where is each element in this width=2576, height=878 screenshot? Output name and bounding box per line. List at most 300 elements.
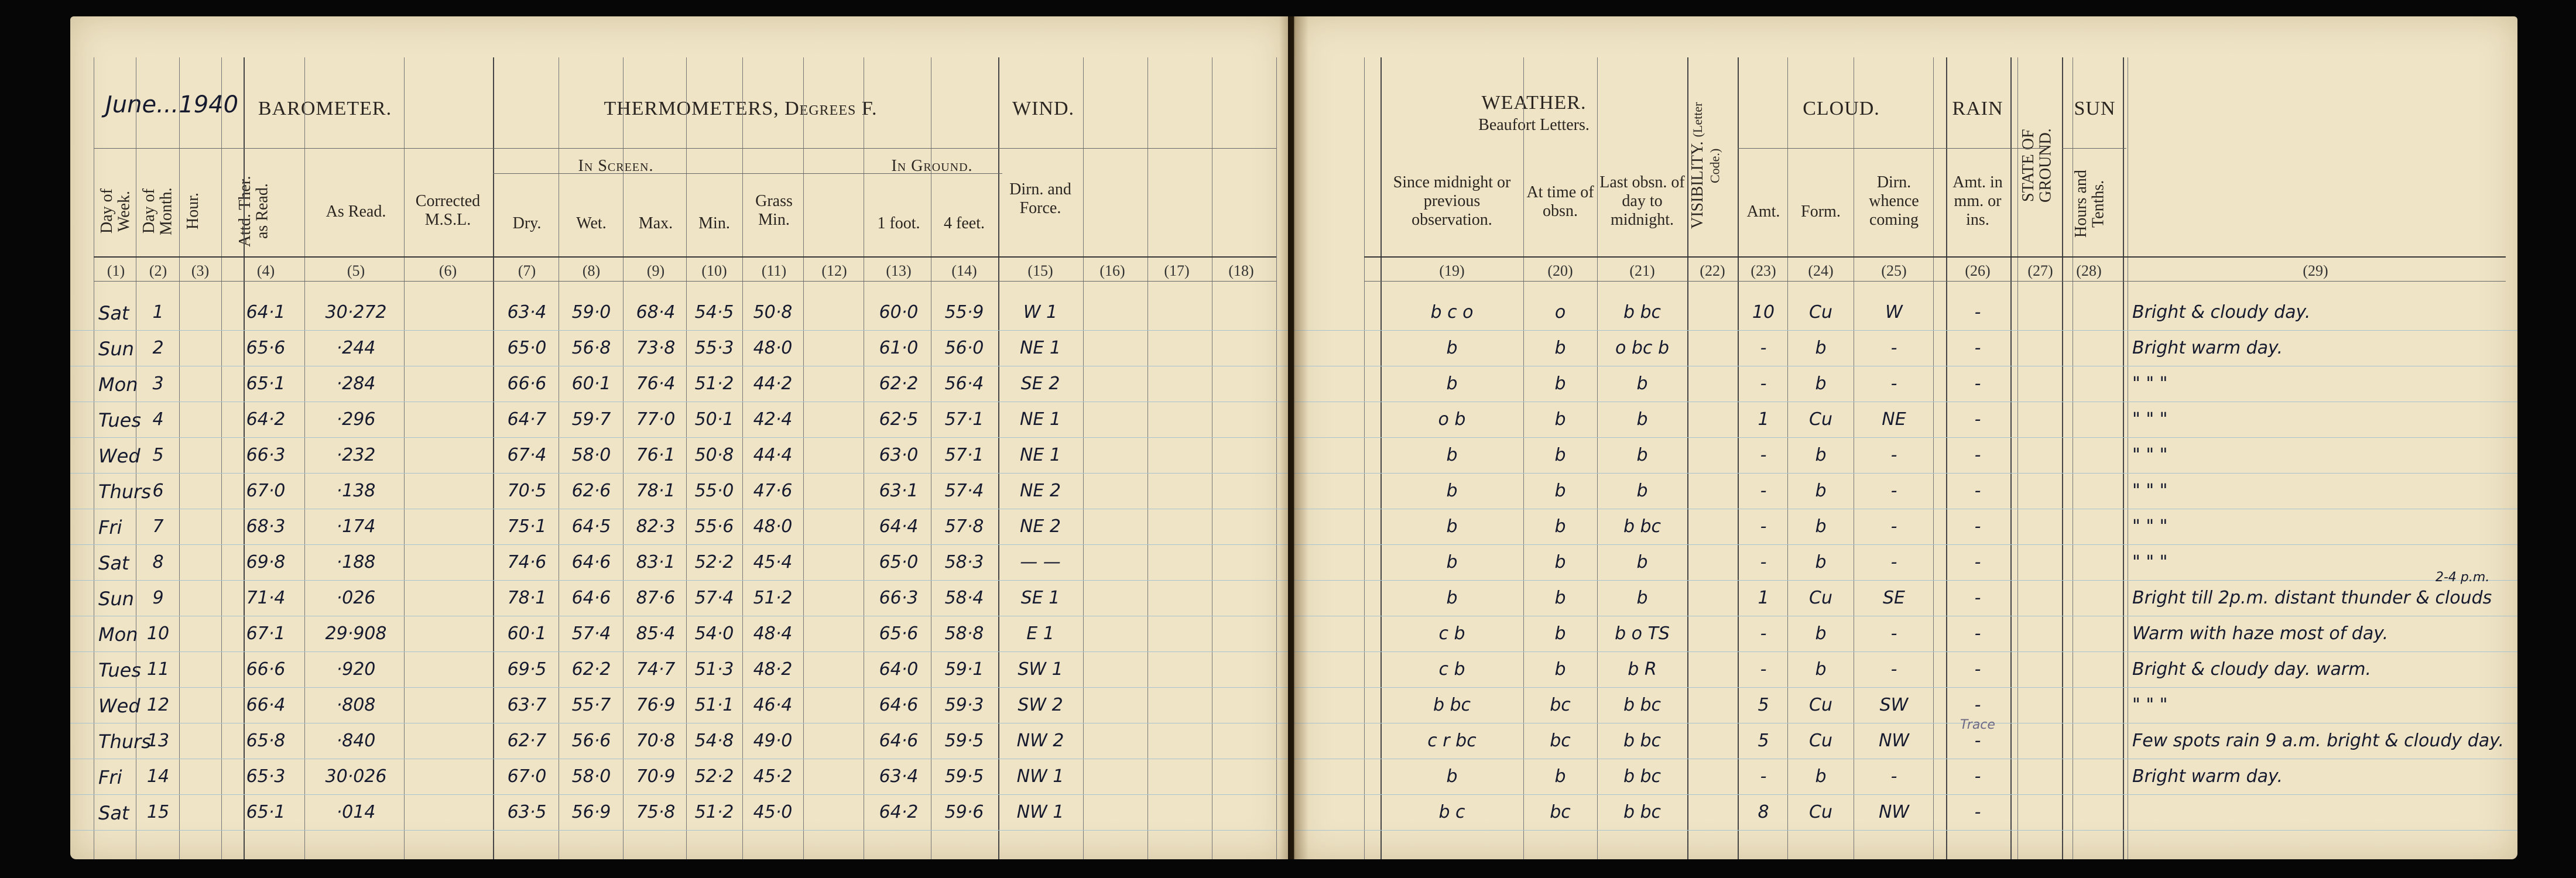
col-one-foot: 1 foot.	[877, 214, 920, 232]
colnum: (12)	[821, 262, 847, 279]
cell-since: b	[1446, 588, 1458, 608]
cell-remark: Bright & cloudy day.	[2132, 302, 2311, 323]
cell-last: b bc	[1623, 802, 1662, 822]
col-dirn-whence: Dirn. whence coming	[1869, 173, 1919, 229]
cell-last: b bc	[1623, 695, 1662, 715]
ruled-line	[1294, 580, 2517, 581]
cell-attd: 67·1	[246, 623, 286, 644]
cell-dry: 63·4	[507, 302, 547, 323]
col-four-feet: 4 feet.	[944, 214, 985, 232]
cell-dirn: SE	[1883, 588, 1905, 608]
ruled-line	[70, 794, 1288, 795]
col-corrected: Corrected M.S.L.	[415, 192, 481, 229]
cell-remark: Bright warm day.	[2132, 338, 2283, 358]
cell-g4: 57·1	[944, 409, 984, 430]
ruled-line	[1294, 651, 2517, 652]
month-year: June...1940	[105, 91, 239, 118]
weather-heading: WEATHER.	[1481, 92, 1587, 114]
cell-dom: 15	[146, 802, 170, 822]
colnum: (27)	[2027, 262, 2053, 279]
cell-dow: Mon	[98, 623, 138, 646]
cell-dry: 75·1	[507, 516, 547, 537]
cell-form: b	[1815, 623, 1827, 644]
col-last-obsn: Last obsn. of day to midnight.	[1599, 173, 1685, 229]
cell-baro: ·014	[336, 802, 376, 822]
cell-rain: -	[1974, 409, 1981, 430]
cell-wind: SE 2	[1020, 373, 1060, 394]
cell-dry: 67·4	[507, 445, 547, 465]
colnum: (8)	[582, 262, 601, 279]
cell-dom: 14	[146, 766, 170, 787]
cell-attd: 64·1	[246, 302, 286, 323]
colnum: (25)	[1881, 262, 1907, 279]
cell-g4: 59·1	[944, 659, 984, 680]
cell-amt: -	[1760, 481, 1767, 501]
cell-g1: 62·2	[879, 373, 919, 394]
cell-min: 55·0	[694, 481, 734, 501]
cell-wet: 64·6	[571, 552, 611, 572]
cell-dow: Mon	[98, 373, 138, 396]
cell-form: b	[1815, 481, 1827, 501]
cell-min: 50·8	[694, 445, 734, 465]
cell-wet: 57·4	[571, 623, 611, 644]
cell-rain: -	[1974, 623, 1981, 644]
cell-remark: " " "	[2132, 695, 2168, 715]
colnum: (9)	[646, 262, 665, 279]
beaufort-heading: Beaufort Letters.	[1478, 116, 1590, 134]
remark-note: 2-4 p.m.	[2435, 570, 2490, 585]
cell-remark: Few spots rain 9 a.m. bright & cloudy day.	[2132, 730, 2505, 751]
col-as-read: As Read.	[326, 203, 386, 221]
col-hour: Hour.	[184, 193, 202, 230]
cell-max: 70·8	[636, 730, 676, 751]
cell-dirn: -	[1890, 481, 1897, 501]
cell-since: b c o	[1430, 302, 1474, 323]
cell-g1: 64·6	[879, 730, 919, 751]
cell-dom: 9	[152, 588, 164, 608]
colnum: (23)	[1751, 262, 1776, 279]
header-rule	[1364, 281, 2506, 282]
right-page	[1294, 16, 2517, 859]
cell-wet: 56·6	[571, 730, 611, 751]
cell-since: b	[1446, 552, 1458, 572]
cell-min: 52·2	[694, 552, 734, 572]
cell-remark: Bright warm day.	[2132, 766, 2283, 787]
cell-dirn: SW	[1879, 695, 1909, 715]
cell-since: c b	[1438, 623, 1465, 644]
colnum: (5)	[347, 262, 365, 279]
colnum: (17)	[1164, 262, 1190, 279]
cell-dirn: -	[1890, 445, 1897, 465]
colnum: (10)	[701, 262, 727, 279]
col-cloud-amt: Amt.	[1746, 203, 1780, 221]
cell-dirn: -	[1890, 659, 1897, 680]
cell-g1: 64·6	[879, 695, 919, 715]
cell-dry: 74·6	[507, 552, 547, 572]
cell-last: b	[1636, 445, 1648, 465]
cell-g4: 59·5	[944, 766, 984, 787]
cell-min: 52·2	[694, 766, 734, 787]
cell-grass: 45·0	[753, 802, 793, 822]
cell-rain: -	[1974, 302, 1981, 323]
col-rain-amt: Amt. in mm. or ins.	[1952, 173, 2003, 229]
open-logbook	[70, 16, 2517, 859]
column-rule	[1946, 57, 1947, 859]
cell-max: 76·1	[636, 445, 676, 465]
header-rule	[1738, 148, 2048, 149]
cell-rain: -	[1974, 373, 1981, 394]
cell-wind: NE 1	[1019, 445, 1061, 465]
cell-dom: 3	[152, 373, 164, 394]
cell-attd: 65·3	[246, 766, 286, 787]
cell-attd: 65·1	[246, 373, 286, 394]
cell-g1: 61·0	[879, 338, 919, 358]
column-rule	[493, 57, 494, 859]
cell-attd: 67·0	[246, 481, 286, 501]
col-hours-tenths: Hours and Tenths.	[2072, 170, 2108, 238]
colnum: (22)	[1700, 262, 1725, 279]
cell-dom: 7	[152, 516, 164, 537]
cell-at: bc	[1550, 695, 1571, 715]
col-max: Max.	[638, 214, 673, 232]
cell-wet: 58·0	[571, 445, 611, 465]
colnum: (26)	[1965, 262, 1991, 279]
cell-dow: Sat	[98, 552, 129, 574]
cell-dry: 66·6	[507, 373, 547, 394]
cell-min: 57·4	[694, 588, 734, 608]
column-rule	[1276, 57, 1277, 859]
cell-wind: SW 1	[1018, 659, 1063, 680]
colnum: (13)	[886, 262, 912, 279]
cell-amt: 1	[1758, 409, 1769, 430]
cell-dow: Sun	[98, 588, 134, 610]
cell-dow: Wed	[98, 445, 141, 467]
cell-dirn: -	[1890, 338, 1897, 358]
cell-g1: 60·0	[879, 302, 919, 323]
column-rule	[1147, 57, 1148, 859]
cell-form: b	[1815, 373, 1827, 394]
cell-form: b	[1815, 659, 1827, 680]
col-min: Min.	[698, 214, 730, 232]
column-rule	[686, 57, 687, 859]
cell-wind: — —	[1020, 552, 1061, 572]
colnum: (6)	[439, 262, 457, 279]
cell-since: c r bc	[1427, 730, 1477, 751]
cell-dow: Sat	[98, 802, 129, 824]
cell-wet: 64·6	[571, 588, 611, 608]
cell-dirn: NW	[1878, 730, 1910, 751]
ruled-line	[1294, 830, 2517, 831]
cell-since: b	[1446, 338, 1458, 358]
cell-grass: 44·4	[753, 445, 793, 465]
cell-dry: 65·0	[507, 338, 547, 358]
col-dry: Dry.	[512, 214, 542, 232]
cell-dom: 8	[152, 552, 164, 572]
cell-max: 75·8	[636, 802, 676, 822]
cell-amt: -	[1760, 373, 1767, 394]
column-rule	[1523, 57, 1524, 859]
cell-dom: 5	[152, 445, 164, 465]
ruled-line	[70, 830, 1288, 831]
column-rule	[2017, 57, 2018, 859]
cell-dom: 13	[146, 730, 170, 751]
cell-last: b	[1636, 552, 1648, 572]
cell-min: 51·1	[694, 695, 734, 715]
cell-dom: 1	[152, 302, 164, 323]
cell-last: b	[1636, 588, 1648, 608]
cell-amt: -	[1760, 516, 1767, 537]
cell-g1: 63·0	[879, 445, 919, 465]
cell-wind: W 1	[1023, 302, 1058, 323]
cell-g1: 64·2	[879, 802, 919, 822]
column-rule	[1787, 57, 1788, 859]
cell-remark: Bright till 2p.m. distant thunder & clouds	[2132, 588, 2492, 608]
cell-baro: ·138	[336, 481, 376, 501]
cell-at: b	[1554, 338, 1566, 358]
ruled-line	[1294, 794, 2517, 795]
cell-dow: Fri	[98, 516, 122, 539]
cell-dry: 63·5	[507, 802, 547, 822]
cell-remark: " " "	[2132, 373, 2168, 394]
cell-dry: 70·5	[507, 481, 547, 501]
cell-wind: SE 1	[1020, 588, 1060, 608]
in-ground-heading: In Ground.	[891, 157, 973, 175]
cell-baro: 30·272	[325, 302, 387, 323]
ruled-line	[70, 437, 1288, 438]
cell-at: b	[1554, 409, 1566, 430]
ruled-line	[1294, 330, 2517, 331]
ruled-line	[70, 651, 1288, 652]
cell-dirn: -	[1890, 552, 1897, 572]
cell-at: b	[1554, 552, 1566, 572]
cell-since: c b	[1438, 659, 1465, 680]
col-attd-ther: Attd. Ther. as Read.	[236, 176, 272, 247]
ruled-line	[1294, 544, 2517, 545]
cell-form: Cu	[1809, 409, 1832, 430]
cell-remark: " " "	[2132, 516, 2168, 537]
cell-grass: 50·8	[753, 302, 793, 323]
cell-attd: 66·4	[246, 695, 286, 715]
cell-attd: 68·3	[246, 516, 286, 537]
cell-dirn: -	[1890, 516, 1897, 537]
cell-baro: ·174	[336, 516, 376, 537]
cell-g1: 65·0	[879, 552, 919, 572]
cell-wind: SW 2	[1018, 695, 1063, 715]
cell-amt: -	[1760, 338, 1767, 358]
colnum: (18)	[1228, 262, 1254, 279]
header-rule	[1364, 256, 2506, 258]
header-rule	[493, 173, 1002, 174]
cell-dow: Tues	[98, 409, 141, 431]
wind-heading: WIND.	[1012, 98, 1075, 119]
colnum: (20)	[1547, 262, 1573, 279]
cell-last: b o TS	[1615, 623, 1670, 644]
cell-since: o b	[1438, 409, 1466, 430]
cell-last: b	[1636, 481, 1648, 501]
cell-at: b	[1554, 623, 1566, 644]
col-since-midnight: Since midnight or previous observation.	[1393, 173, 1511, 229]
cell-wind: NW 2	[1016, 730, 1064, 751]
colnum: (2)	[149, 262, 167, 279]
cell-amt: 10	[1752, 302, 1775, 323]
cell-baro: ·244	[336, 338, 376, 358]
cell-at: bc	[1550, 730, 1571, 751]
cell-max: 82·3	[636, 516, 676, 537]
cell-wet: 59·7	[571, 409, 611, 430]
cell-grass: 49·0	[753, 730, 793, 751]
cell-remark: " " "	[2132, 445, 2168, 465]
colnum: (19)	[1439, 262, 1465, 279]
cell-wind: NW 1	[1016, 802, 1064, 822]
cell-wind: NE 1	[1019, 338, 1061, 358]
cell-max: 76·9	[636, 695, 676, 715]
column-rule	[2062, 57, 2063, 859]
cell-g1: 65·6	[879, 623, 919, 644]
cell-dow: Thurs	[98, 730, 151, 753]
ruled-line	[70, 330, 1288, 331]
header-rule	[94, 256, 1276, 258]
cell-rain: -	[1974, 695, 1981, 715]
cell-dow: Wed	[98, 695, 141, 717]
cell-at: b	[1554, 481, 1566, 501]
column-rule	[1083, 57, 1084, 859]
cell-since: b	[1446, 516, 1458, 537]
cell-baro: ·808	[336, 695, 376, 715]
cell-amt: 5	[1758, 730, 1769, 751]
cell-at: bc	[1550, 802, 1571, 822]
ruled-line	[70, 544, 1288, 545]
cell-remark: " " "	[2132, 481, 2168, 501]
column-rule	[1597, 57, 1598, 859]
cell-form: b	[1815, 766, 1827, 787]
cell-g1: 64·0	[879, 659, 919, 680]
cell-wet: 60·1	[571, 373, 611, 394]
cell-grass: 45·4	[753, 552, 793, 572]
cell-grass: 48·2	[753, 659, 793, 680]
cell-amt: -	[1760, 766, 1767, 787]
cell-wind: NE 1	[1019, 409, 1061, 430]
rain-heading: RAIN	[1952, 98, 2003, 119]
rain-trace-note: Trace	[1960, 718, 1995, 732]
cell-max: 70·9	[636, 766, 676, 787]
col-wet: Wet.	[576, 214, 607, 232]
cell-g1: 63·4	[879, 766, 919, 787]
cell-since: b	[1446, 445, 1458, 465]
cell-wet: 56·8	[571, 338, 611, 358]
cell-rain: -	[1974, 481, 1981, 501]
cell-g4: 55·9	[944, 302, 984, 323]
cell-baro: ·188	[336, 552, 376, 572]
header-rule	[94, 281, 1276, 282]
cell-max: 73·8	[636, 338, 676, 358]
cell-rain: -	[1974, 766, 1981, 787]
cell-dom: 4	[152, 409, 164, 430]
cell-g4: 59·3	[944, 695, 984, 715]
cell-baro: 30·026	[325, 766, 387, 787]
state-of-ground-heading: STATE OF GROUND.	[2019, 128, 2055, 203]
cell-max: 76·4	[636, 373, 676, 394]
cell-since: b c	[1438, 802, 1465, 822]
cell-g4: 59·5	[944, 730, 984, 751]
cell-wet: 59·0	[571, 302, 611, 323]
cell-min: 54·5	[694, 302, 734, 323]
column-rule	[742, 57, 743, 859]
cell-wet: 55·7	[571, 695, 611, 715]
col-cloud-form: Form.	[1801, 203, 1841, 221]
column-rule	[2010, 57, 2012, 859]
cell-at: b	[1554, 588, 1566, 608]
cell-max: 87·6	[636, 588, 676, 608]
cell-min: 55·6	[694, 516, 734, 537]
cell-dow: Thurs	[98, 481, 151, 503]
cell-dry: 62·7	[507, 730, 547, 751]
cell-form: b	[1815, 338, 1827, 358]
cell-dirn: NE	[1882, 409, 1906, 430]
column-rule	[1687, 57, 1688, 859]
cell-baro: ·232	[336, 445, 376, 465]
cell-dirn: W	[1885, 302, 1903, 323]
cell-remark: " " "	[2132, 409, 2168, 430]
cell-grass: 42·4	[753, 409, 793, 430]
colnum: (28)	[2076, 262, 2102, 279]
cloud-heading: CLOUD.	[1803, 98, 1880, 119]
cell-rain: -	[1974, 802, 1981, 822]
cell-dry: 67·0	[507, 766, 547, 787]
col-day-of-week: Day of Week.	[98, 188, 133, 234]
cell-since: b	[1446, 766, 1458, 787]
cell-last: b R	[1628, 659, 1657, 680]
cell-rain: -	[1974, 588, 1981, 608]
cell-g4: 57·8	[944, 516, 984, 537]
cell-form: b	[1815, 445, 1827, 465]
cell-dirn: -	[1890, 623, 1897, 644]
cell-rain: -	[1974, 730, 1981, 751]
cell-rain: -	[1974, 659, 1981, 680]
ruled-line	[70, 687, 1288, 688]
colnum: (7)	[518, 262, 536, 279]
thermometers-heading: THERMOMETERS, Degrees F.	[604, 98, 878, 119]
cell-min: 54·0	[694, 623, 734, 644]
cell-max: 85·4	[636, 623, 676, 644]
ruled-line	[1294, 473, 2517, 474]
cell-grass: 51·2	[753, 588, 793, 608]
cell-attd: 65·1	[246, 802, 286, 822]
cell-dry: 63·7	[507, 695, 547, 715]
cell-attd: 69·8	[246, 552, 286, 572]
cell-dry: 69·5	[507, 659, 547, 680]
cell-at: o	[1554, 302, 1566, 323]
cell-last: b	[1636, 409, 1648, 430]
cell-g4: 56·4	[944, 373, 984, 394]
cell-min: 51·3	[694, 659, 734, 680]
ruled-line	[70, 473, 1288, 474]
cell-form: b	[1815, 516, 1827, 537]
cell-since: b	[1446, 481, 1458, 501]
cell-g4: 58·8	[944, 623, 984, 644]
column-rule	[998, 57, 999, 859]
ruled-line	[1294, 437, 2517, 438]
cell-remark: Warm with haze most of day.	[2132, 623, 2389, 644]
cell-grass: 44·2	[753, 373, 793, 394]
colnum: (1)	[107, 262, 125, 279]
column-rule	[179, 57, 180, 859]
column-rule	[2123, 57, 2124, 859]
cell-min: 50·1	[694, 409, 734, 430]
cell-dom: 12	[146, 695, 170, 715]
cell-amt: -	[1760, 659, 1767, 680]
colnum: (29)	[2303, 262, 2328, 279]
cell-g4: 56·0	[944, 338, 984, 358]
